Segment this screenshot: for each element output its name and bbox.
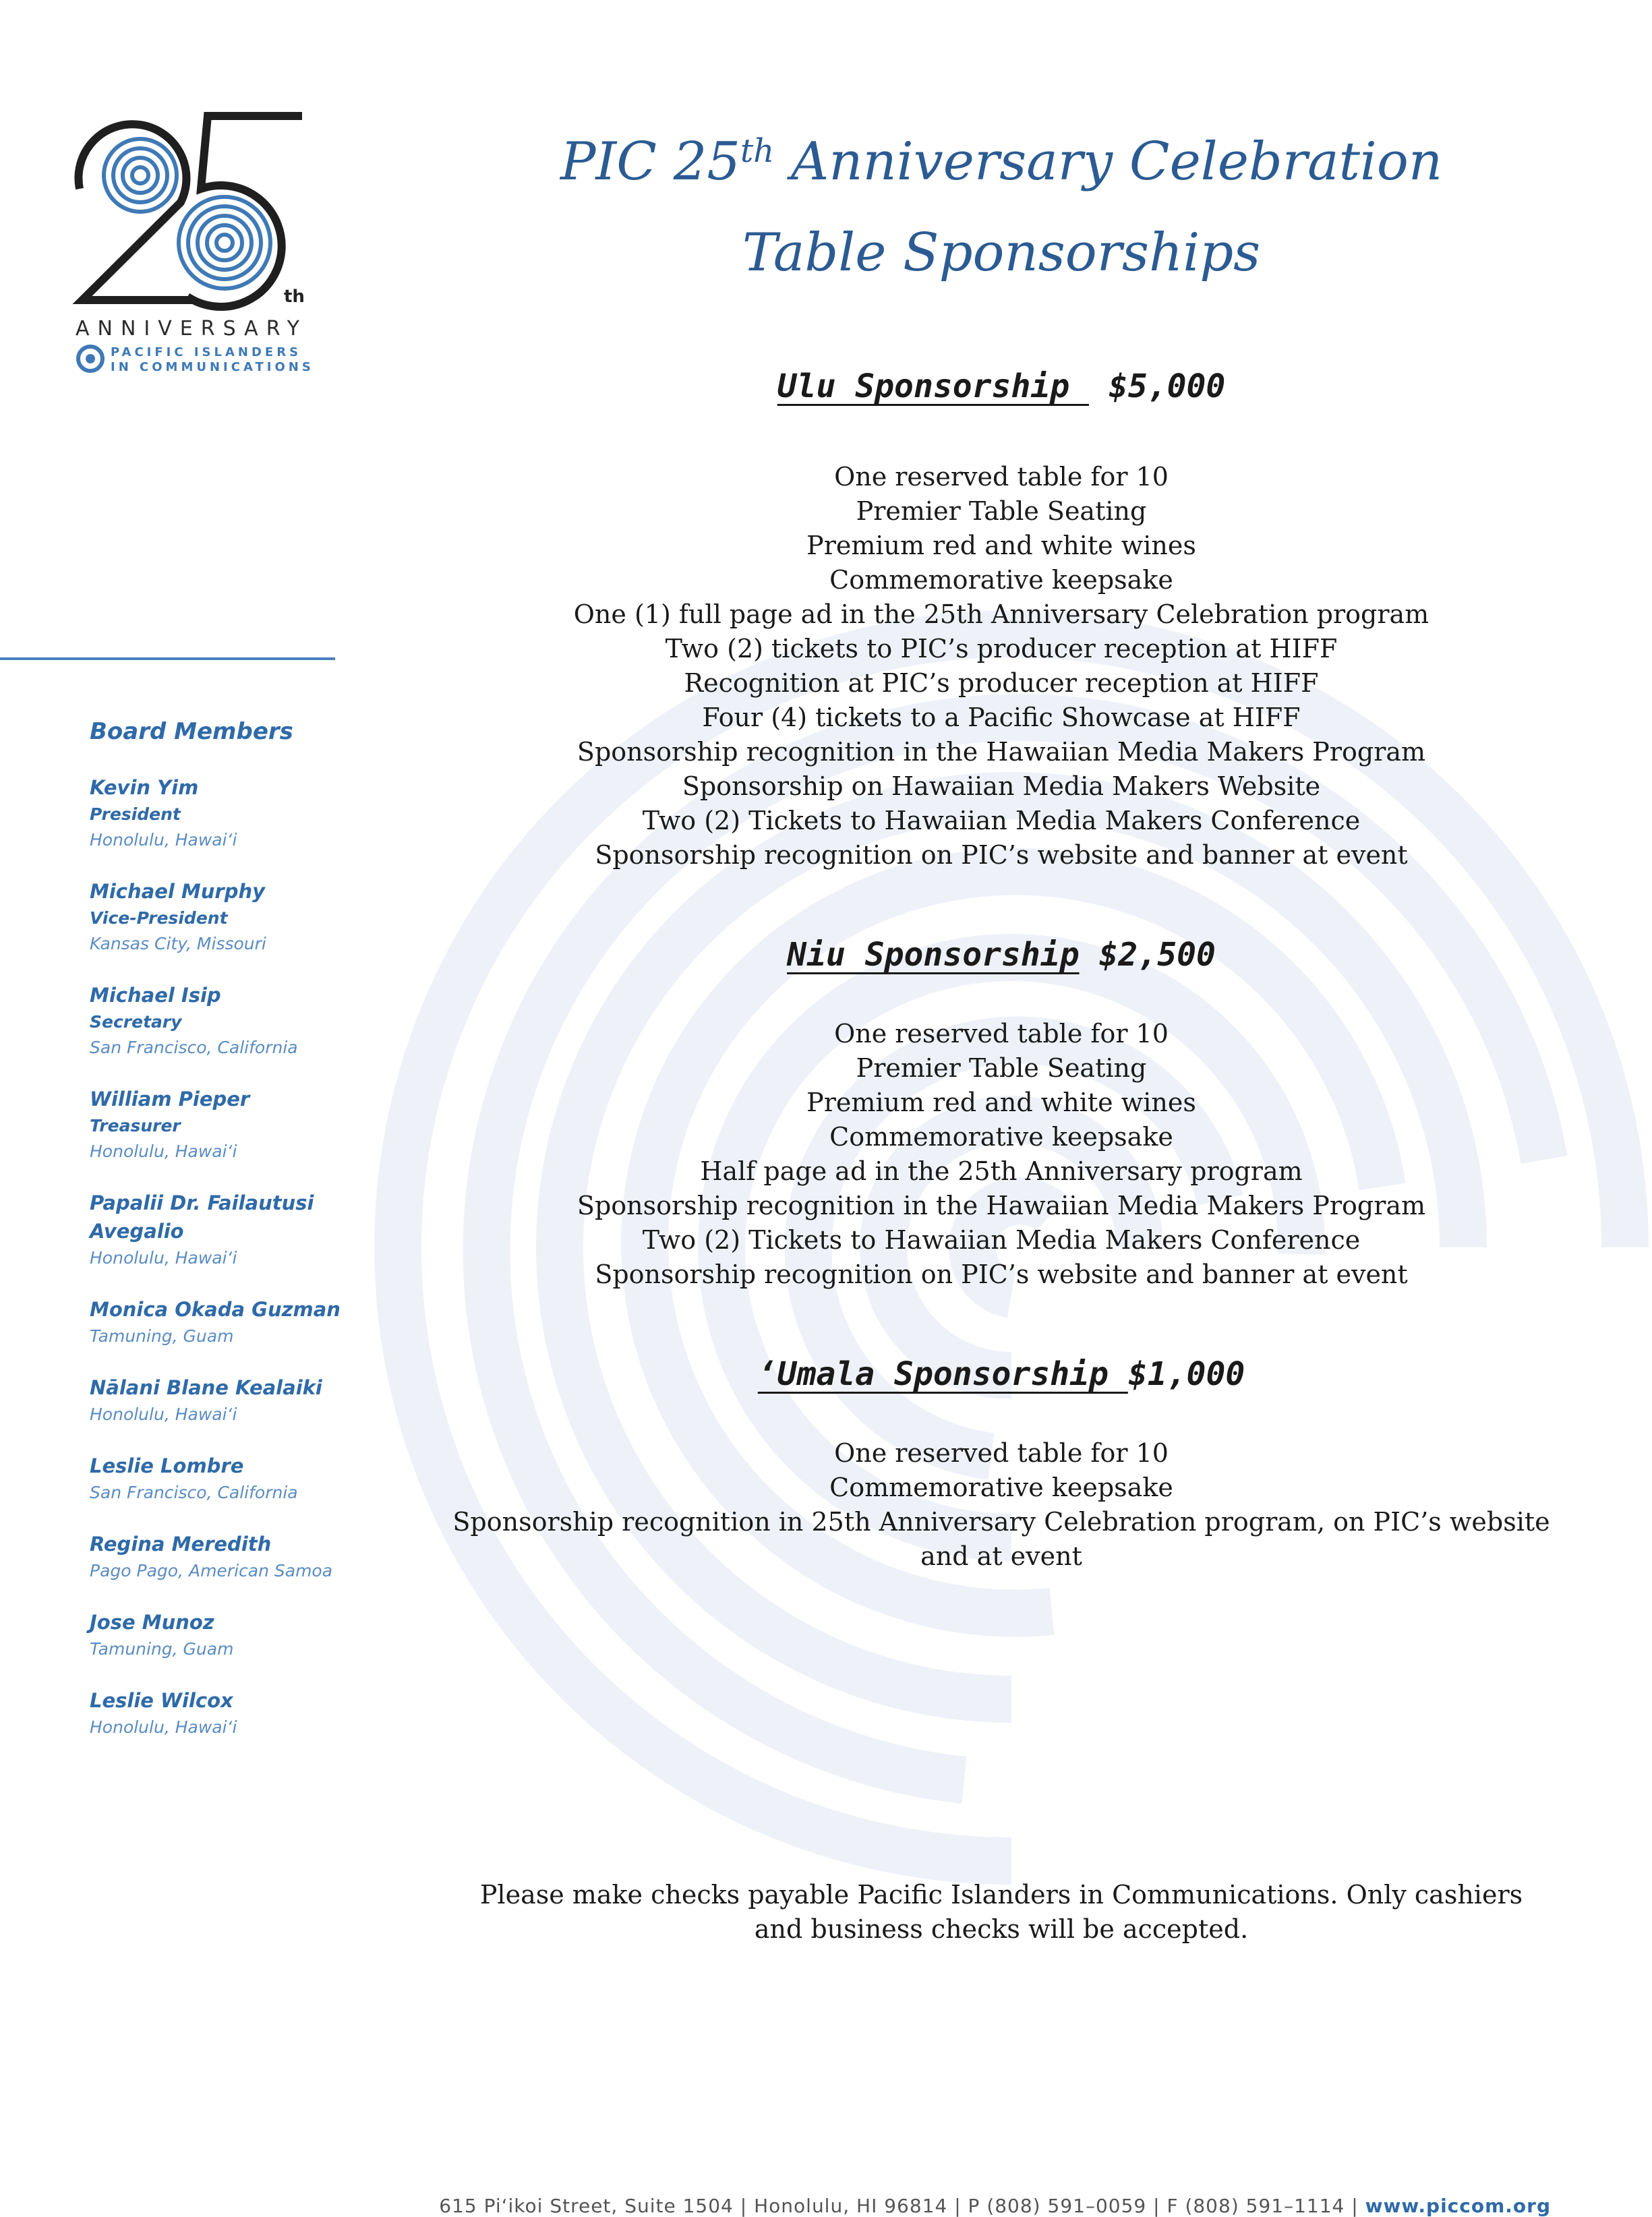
list-item: Half page ad in the 25th Anniversary program	[700, 1156, 1303, 1186]
member-name: Monica Okada Guzman	[90, 1298, 341, 1321]
member-location: Honolulu, Hawai‘i	[90, 1405, 237, 1424]
page-subtitle: Table Sponsorships	[742, 223, 1261, 283]
member-role: Secretary	[90, 1012, 182, 1032]
board-member	[90, 773, 346, 853]
board-member	[90, 1608, 346, 1662]
list-item: Sponsorship recognition in the Hawaiian Media Makers Program	[577, 737, 1426, 767]
member-location: San Francisco, California	[90, 1038, 298, 1057]
list-item: Sponsorship recognition on PIC’s website and banner at event	[595, 1260, 1408, 1289]
board-member	[90, 877, 346, 957]
member-name: Nālani Blane Kealaiki	[90, 1376, 322, 1399]
list-item: Two (2) Tickets to Hawaiian Media Makers Conference	[642, 806, 1361, 835]
page-title	[432, 131, 1571, 192]
payment-note: Please make checks payable Pacific Islanders in Communications. Only cashiers and business checks will be accepted.	[479, 1880, 1523, 1944]
section-price: $1,000	[1127, 1355, 1245, 1393]
list-item: One reserved table for 10	[834, 1019, 1169, 1048]
board-member	[90, 1452, 346, 1506]
board-sidebar	[90, 718, 346, 1765]
sidebar-divider	[0, 657, 335, 660]
list-item: Two (2) Tickets to Hawaiian Media Makers Conference	[642, 1225, 1361, 1255]
section-price: $5,000	[1089, 367, 1226, 405]
board-member	[90, 1530, 346, 1584]
section-name: ‘Umala Sponsorship	[757, 1355, 1128, 1393]
member-location: Honolulu, Hawai‘i	[90, 1248, 237, 1268]
member-location: Pago Pago, American Samoa	[90, 1561, 333, 1580]
list-item: Premier Table Seating	[856, 1053, 1147, 1083]
list-item: One (1) full page ad in the 25th Anniversary Celebration program	[573, 599, 1429, 629]
member-name: Leslie Wilcox	[90, 1689, 233, 1712]
list-item: Premier Table Seating	[856, 496, 1147, 526]
member-name: Kevin Yim	[90, 776, 199, 799]
list-item: Recognition at PIC’s producer reception at HIFF	[684, 668, 1319, 698]
member-location: Honolulu, Hawai‘i	[90, 830, 237, 850]
section-price: $2,500	[1079, 936, 1216, 974]
member-role: Treasurer	[90, 1116, 181, 1135]
section-name: Ulu Sponsorship	[777, 367, 1090, 405]
footer-address: 615 Pi‘ikoi Street, Suite 1504 | Honolulu, HI 96814 | P (808) 591–0059 | F (808) 591–1114 |	[439, 2195, 1365, 2217]
list-item: Premium red and white wines	[806, 531, 1196, 560]
list-item: Commemorative keepsake	[829, 565, 1173, 595]
benefit-list-umala	[432, 1436, 1571, 1574]
anniversary-logo	[73, 108, 316, 391]
title-superscript: th	[740, 132, 775, 170]
logo-th-label: th	[284, 287, 305, 307]
list-item: Two (2) tickets to PIC’s producer reception at HIFF	[665, 634, 1338, 663]
member-location: Kansas City, Missouri	[90, 934, 266, 953]
list-item: Premium red and white wines	[806, 1088, 1196, 1117]
board-member	[90, 981, 346, 1061]
member-location: Tamuning, Guam	[90, 1326, 234, 1346]
title-prefix: PIC 25	[560, 131, 740, 192]
section-name: Niu Sponsorship	[787, 936, 1080, 974]
section-heading-ulu	[432, 367, 1571, 405]
member-role: President	[90, 804, 181, 824]
board-member	[90, 1373, 346, 1427]
benefit-list-niu	[432, 1017, 1571, 1292]
board-member	[90, 1189, 346, 1271]
list-item: Commemorative keepsake	[829, 1473, 1173, 1502]
member-location: San Francisco, California	[90, 1483, 298, 1502]
list-item: One reserved table for 10	[834, 462, 1169, 492]
member-name: Leslie Lombre	[90, 1454, 244, 1477]
member-name: Michael Murphy	[90, 880, 266, 903]
list-item: Sponsorship on Hawaiian Media Makers Website	[682, 771, 1321, 801]
pic-aperture-icon	[76, 344, 105, 374]
member-name: Regina Meredith	[90, 1533, 272, 1556]
logo-anniversary-label: ANNIVERSARY	[76, 317, 307, 341]
member-location: Tamuning, Guam	[90, 1639, 234, 1659]
list-item: Sponsorship recognition in 25th Anniversary Celebration program, on PIC’s website and at event	[452, 1507, 1550, 1571]
member-name: Jose Munoz	[90, 1611, 214, 1634]
section-heading-niu	[432, 936, 1571, 974]
member-role: Vice-President	[90, 908, 228, 928]
footer-website-link[interactable]: www.piccom.org	[1365, 2195, 1551, 2217]
logo-org-line2: IN COMMUNICATIONS	[111, 360, 314, 374]
member-name: William Pieper	[90, 1088, 250, 1111]
member-name: Papalii Dr. Failautusi Avegalio	[90, 1191, 314, 1243]
list-item: Sponsorship recognition in the Hawaiian Media Makers Program	[577, 1191, 1426, 1220]
list-item: One reserved table for 10	[834, 1438, 1169, 1468]
member-name: Michael Isip	[90, 984, 221, 1007]
anniversary-25-logo-icon	[73, 108, 316, 310]
member-location: Honolulu, Hawai‘i	[90, 1142, 237, 1161]
board-member	[90, 1686, 346, 1740]
footer	[0, 2195, 1652, 2217]
title-suffix: Anniversary Celebration	[774, 131, 1443, 192]
benefit-list-ulu	[432, 460, 1571, 873]
board-title: Board Members	[90, 718, 293, 745]
list-item: Sponsorship recognition on PIC’s website and banner at event	[595, 840, 1408, 870]
list-item: Four (4) tickets to a Pacific Showcase at HIFF	[702, 703, 1301, 732]
board-member	[90, 1085, 346, 1164]
section-heading-umala	[432, 1355, 1571, 1393]
logo-org-line1: PACIFIC ISLANDERS	[111, 345, 302, 359]
board-member	[90, 1295, 346, 1349]
member-location: Honolulu, Hawai‘i	[90, 1717, 237, 1737]
list-item: Commemorative keepsake	[829, 1122, 1173, 1152]
